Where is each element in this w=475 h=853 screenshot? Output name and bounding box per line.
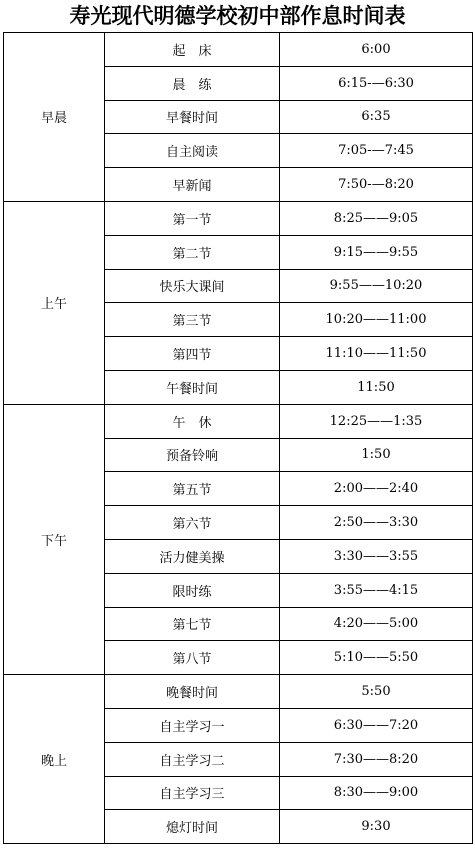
activity-cell: 第二节	[105, 235, 280, 269]
activity-cell: 晨 练	[105, 66, 280, 100]
activity-cell: 第五节	[105, 472, 280, 506]
table-row	[4, 675, 473, 709]
time-cell: 11:10——11:50	[280, 337, 473, 371]
activity-cell: 晚餐时间	[105, 675, 280, 709]
activity-cell: 早餐时间	[105, 100, 280, 134]
period-cell-forenoon: 上午	[4, 201, 105, 404]
time-cell: 9:55——10:20	[280, 269, 473, 303]
time-cell: 2:50——3:30	[280, 506, 473, 540]
activity-cell: 第八节	[105, 641, 280, 675]
time-cell: 7:30——8:20	[280, 742, 473, 776]
activity-cell: 自主学习一	[105, 708, 280, 742]
activity-cell: 第三节	[105, 303, 280, 337]
activity-cell: 预备铃响	[105, 438, 280, 472]
time-cell: 4:20——5:00	[280, 607, 473, 641]
time-cell: 6:15-—6:30	[280, 66, 473, 100]
activity-cell: 早新闻	[105, 168, 280, 202]
table-row	[4, 33, 473, 67]
activity-cell: 熄灯时间	[105, 810, 280, 844]
activity-cell: 第六节	[105, 506, 280, 540]
time-cell: 6:00	[280, 33, 473, 67]
activity-cell: 第一节	[105, 201, 280, 235]
period-cell-evening: 晚上	[4, 675, 105, 844]
time-cell: 5:50	[280, 675, 473, 709]
time-cell: 6:35	[280, 100, 473, 134]
time-cell: 3:55——4:15	[280, 573, 473, 607]
activity-cell: 第七节	[105, 607, 280, 641]
activity-cell: 自主学习二	[105, 742, 280, 776]
time-cell: 3:30——3:55	[280, 539, 473, 573]
activity-cell: 快乐大课间	[105, 269, 280, 303]
activity-cell: 自主阅读	[105, 134, 280, 168]
period-cell-morning: 早晨	[4, 33, 105, 202]
activity-cell: 午 休	[105, 404, 280, 438]
page-title: 寿光现代明德学校初中部作息时间表	[69, 3, 406, 28]
time-cell: 11:50	[280, 370, 473, 404]
activity-cell: 自主学习三	[105, 776, 280, 810]
time-cell: 10:20——11:00	[280, 303, 473, 337]
activity-cell: 午餐时间	[105, 370, 280, 404]
activity-cell: 起 床	[105, 33, 280, 67]
activity-cell: 活力健美操	[105, 539, 280, 573]
time-cell: 8:25——9:05	[280, 201, 473, 235]
table-row	[4, 201, 473, 235]
time-cell: 9:15——9:55	[280, 235, 473, 269]
time-cell: 2:00——2:40	[280, 472, 473, 506]
time-cell: 12:25——1:35	[280, 404, 473, 438]
activity-cell: 第四节	[105, 337, 280, 371]
schedule-table	[3, 32, 473, 844]
time-cell: 1:50	[280, 438, 473, 472]
time-cell: 6:30——7:20	[280, 708, 473, 742]
time-cell: 7:50-—8:20	[280, 168, 473, 202]
table-row	[4, 404, 473, 438]
time-cell: 8:30——9:00	[280, 776, 473, 810]
period-cell-afternoon: 下午	[4, 404, 105, 674]
time-cell: 5:10——5:50	[280, 641, 473, 675]
time-cell: 9:30	[280, 810, 473, 844]
activity-cell: 限时练	[105, 573, 280, 607]
time-cell: 7:05-—7:45	[280, 134, 473, 168]
